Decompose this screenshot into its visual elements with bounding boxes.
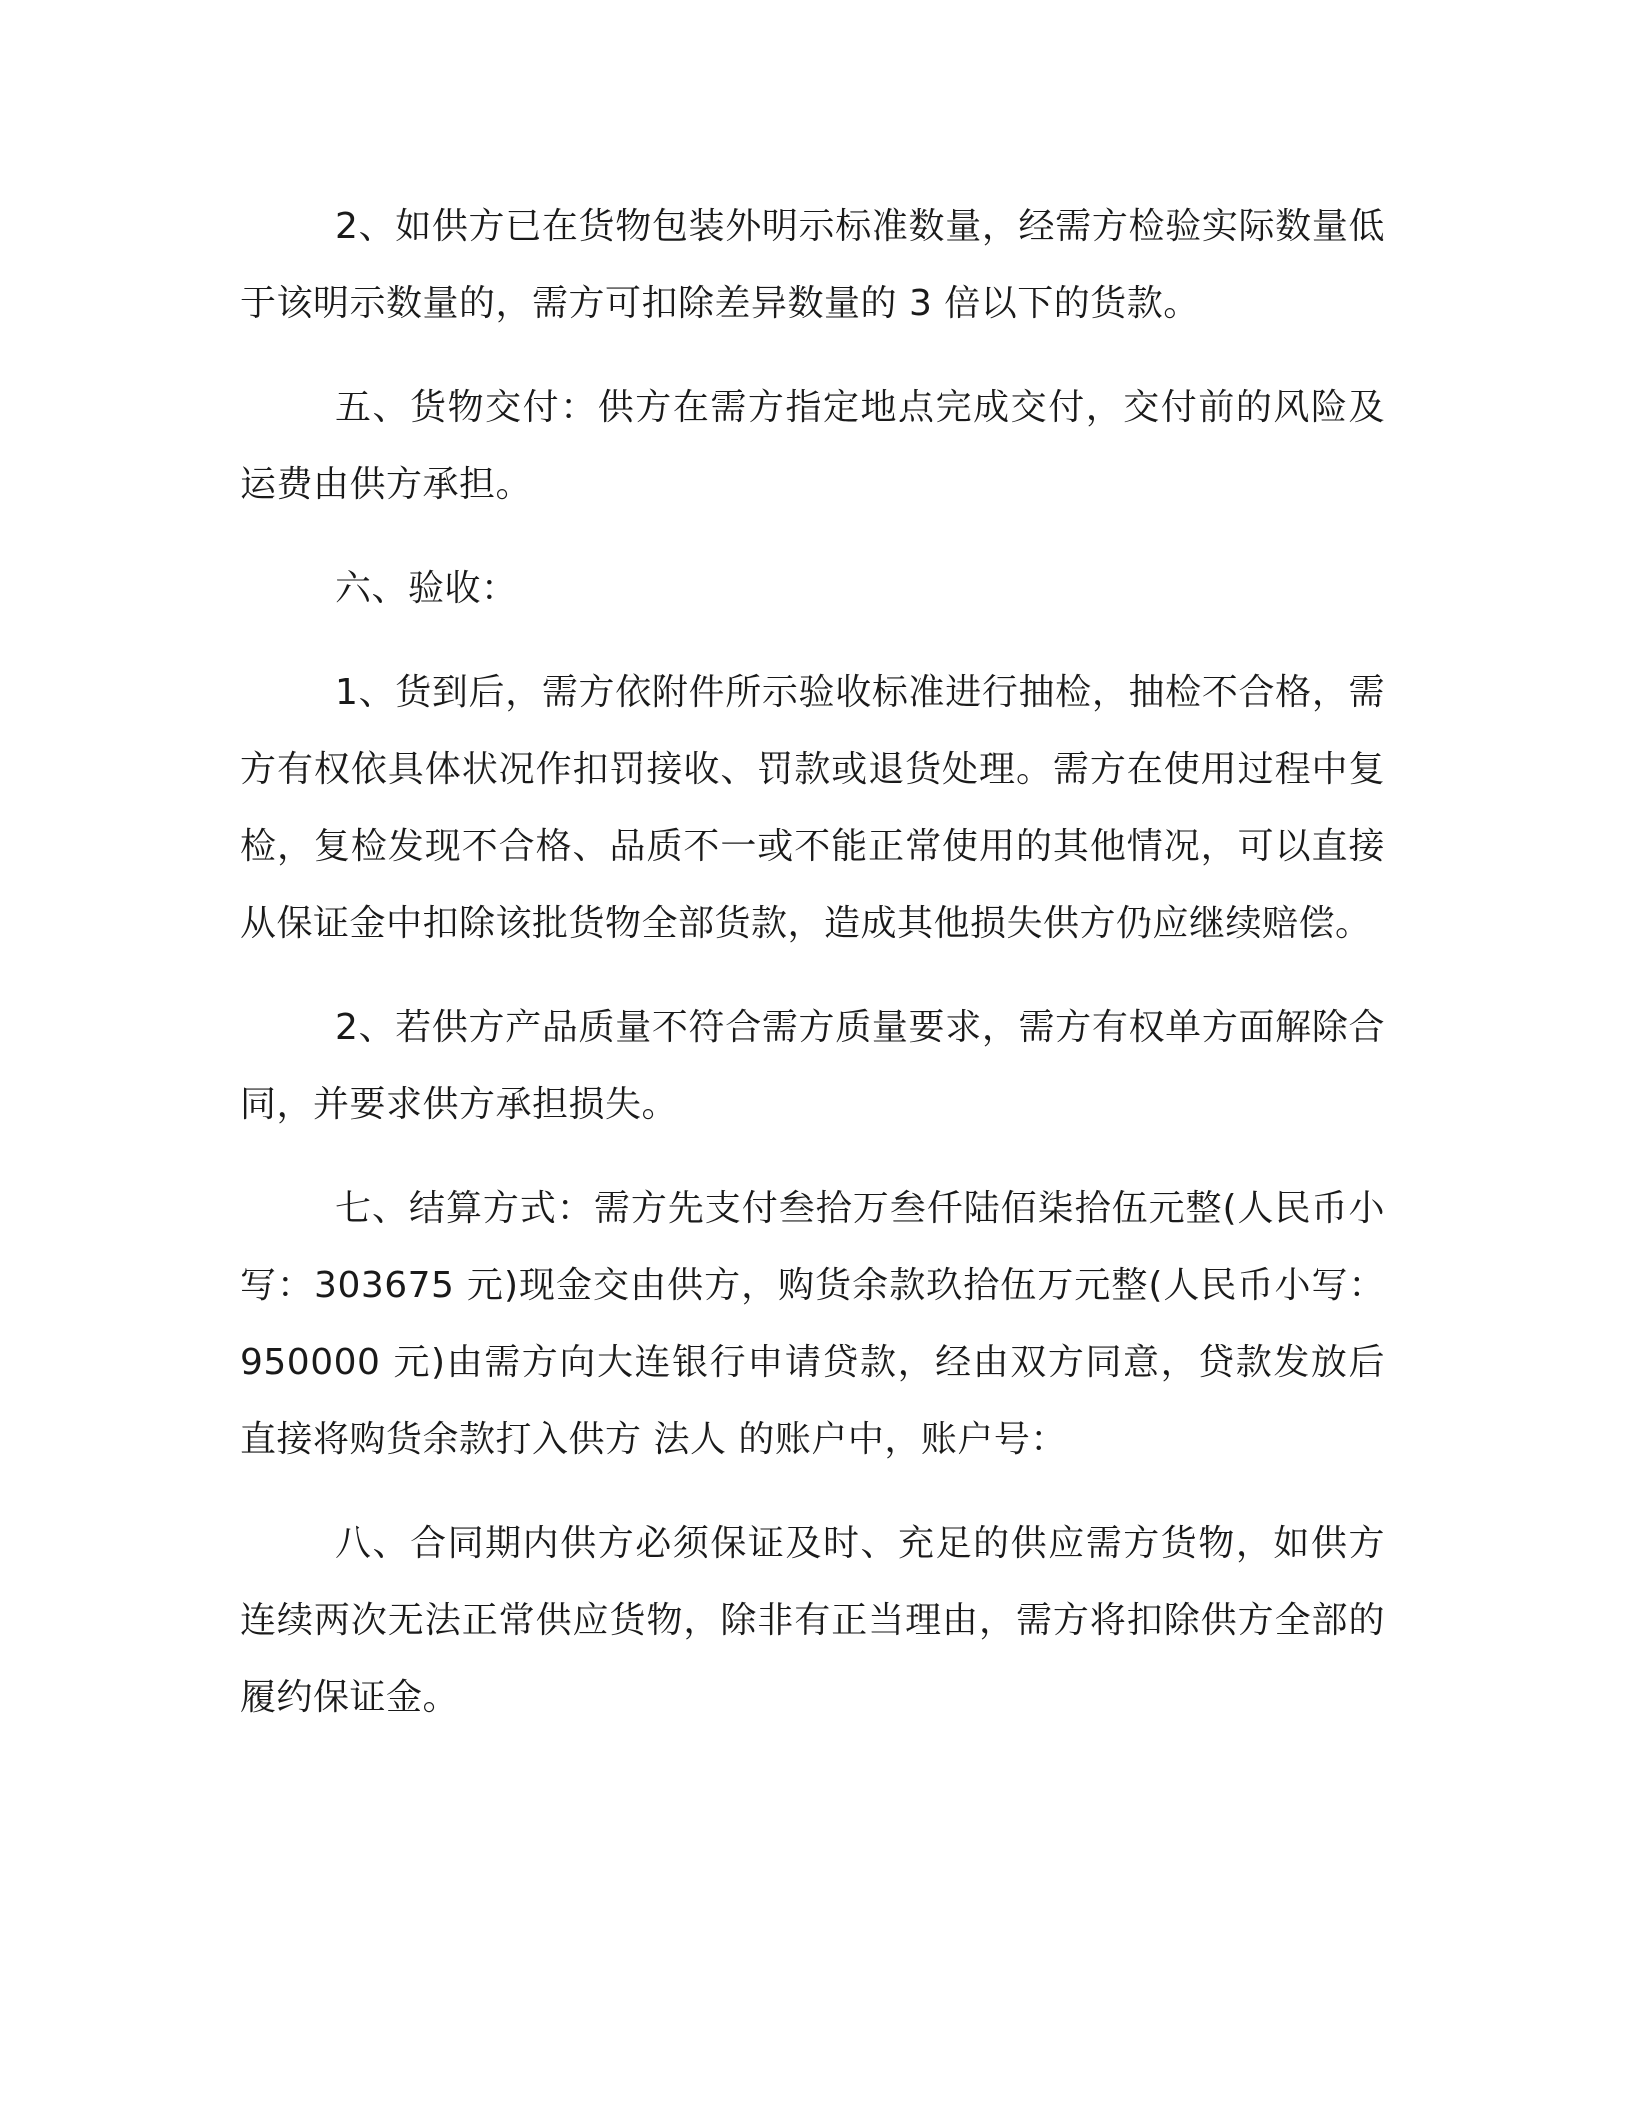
clause-5-item-2: 2、如供方已在货物包装外明示标准数量，经需方检验实际数量低于该明示数量的，需方可扣除差异数量的 3 倍以下的货款。 [240,206,1385,324]
clause-delivery: 五、货物交付：供方在需方指定地点完成交付，交付前的风险及运费由供方承担。 [240,387,1385,505]
clause-inspection-item-2: 2、若供方产品质量不符合需方质量要求，需方有权单方面解除合同，并要求供方承担损失。 [240,1007,1385,1125]
clause-settlement: 七、结算方式：需方先支付叁拾万叁仟陆佰柒拾伍元整(人民币小写：303675 元)现金交由供方，购货余款玖拾伍万元整(人民币小写：950000 元)由需方向大连银行申请贷款，经由双方同意，贷款发放后直接将购货余款打入供方 法人 的账户中，账户号： [240,1188,1385,1460]
clause-inspection-heading: 六、验收： [335,568,518,609]
clause-supply-guarantee: 八、合同期内供方必须保证及时、充足的供应需方货物，如供方连续两次无法正常供应货物，除非有正当理由，需方将扣除供方全部的履约保证金。 [240,1523,1385,1718]
clause-inspection-item-1: 1、货到后，需方依附件所示验收标准进行抽检，抽检不合格，需方有权依具体状况作扣罚接收、罚款或退货处理。需方在使用过程中复检，复检发现不合格、品质不一或不能正常使用的其他情况，可以直接从保证金中扣除该批货物全部货款，造成其他损失供方仍应继续赔偿。 [240,672,1385,944]
document-body [240,188,1385,1763]
